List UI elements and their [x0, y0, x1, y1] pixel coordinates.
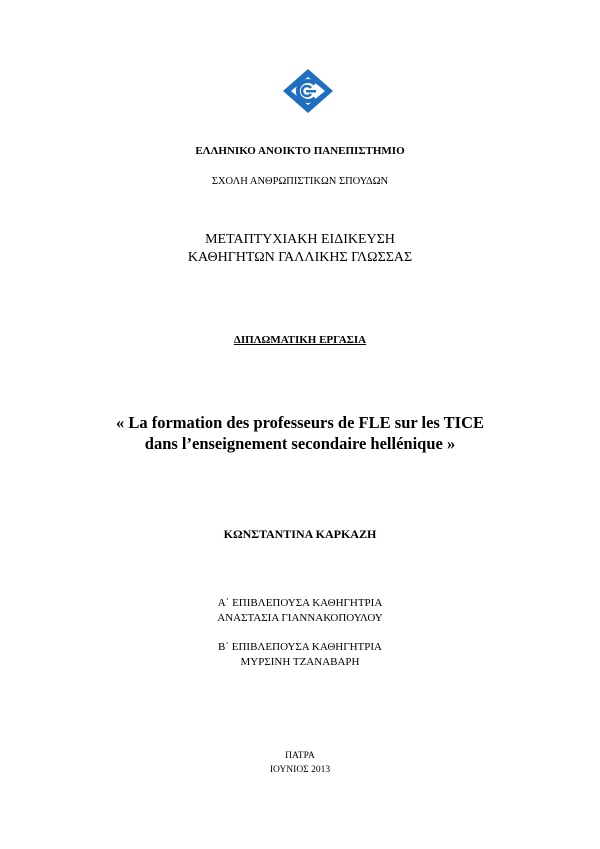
- thesis-title-line-2: dans l’enseignement secondaire hellénique »: [144, 434, 456, 453]
- first-supervisor-role: Α΄ ΕΠΙΒΛΕΠΟΥΣΑ ΚΑΘΗΓΗΤΡΙΑ: [217, 597, 383, 609]
- second-supervisor-name: ΜΥΡΣΙΝΗ ΤΖΑΝΑΒΑΡΗ: [240, 656, 360, 668]
- university-logo-icon: [282, 68, 334, 114]
- first-supervisor-name: ΑΝΑΣΤΑΣΙΑ ΓΙΑΝΝΑΚΟΠΟΥΛΟΥ: [217, 612, 383, 624]
- author-name: ΚΩΝΣΤΑΝΤΙΝΑ ΚΑΡΚΑΖΗ: [223, 527, 377, 541]
- thesis-title-line-1: « La formation des professeurs de FLE sur les TICE: [115, 413, 485, 432]
- university-name: ΕΛΛΗΝΙΚΟ ΑΝΟΙΚΤΟ ΠΑΝΕΠΙΣΤΗΜΙΟ: [195, 145, 405, 157]
- footer-city: ΠΑΤΡΑ: [285, 751, 315, 761]
- program-line-1: ΜΕΤΑΠΤΥΧΙΑΚΗ ΕΙΔΙΚΕΥΣΗ: [205, 232, 395, 247]
- school-name: ΣΧΟΛΗ ΑΝΘΡΩΠΙΣΤΙΚΩΝ ΣΠΟΥΔΩΝ: [211, 176, 389, 187]
- footer-date: ΙΟΥΝΙΟΣ 2013: [269, 765, 331, 775]
- thesis-type: ΔΙΠΛΩΜΑΤΙΚΗ ΕΡΓΑΣΙΑ: [233, 334, 367, 346]
- second-supervisor-role: Β΄ ΕΠΙΒΛΕΠΟΥΣΑ ΚΑΘΗΓΗΤΡΙΑ: [218, 641, 382, 653]
- program-line-2: ΚΑΘΗΓΗΤΩΝ ΓΑΛΛΙΚΗΣ ΓΛΩΣΣΑΣ: [187, 250, 413, 265]
